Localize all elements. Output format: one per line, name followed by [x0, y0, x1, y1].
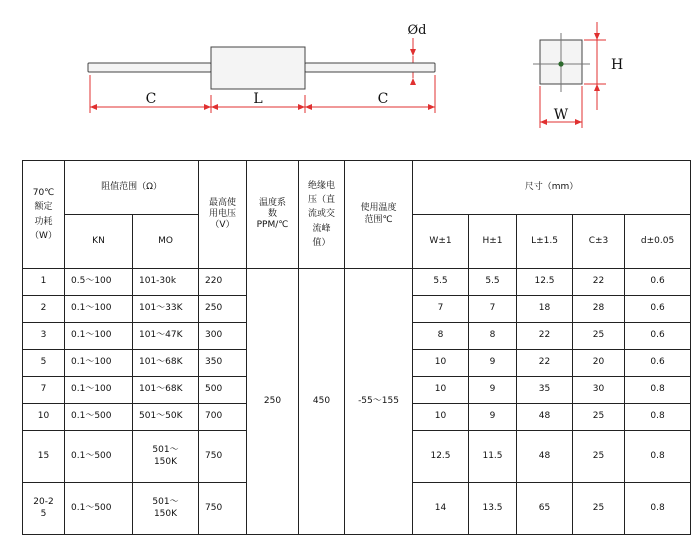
header-temp-coef: 温度系 数 PPM/℃	[247, 161, 299, 269]
cell-voltage: 350	[199, 350, 247, 377]
cell-l: 22	[517, 323, 573, 350]
cell-h: 13.5	[469, 483, 517, 535]
cell-voltage: 250	[199, 296, 247, 323]
header-w: W±1	[413, 215, 469, 269]
cell-w: 12.5	[413, 431, 469, 483]
cell-c: 25	[573, 483, 625, 535]
header-d: d±0.05	[625, 215, 691, 269]
header-resistance-range: 阻值范围（Ω）	[65, 161, 199, 215]
cell-c: 28	[573, 296, 625, 323]
right-lead-wire	[305, 63, 435, 72]
cell-h: 8	[469, 323, 517, 350]
cell-l: 65	[517, 483, 573, 535]
cell-h: 9	[469, 377, 517, 404]
header-h: H±1	[469, 215, 517, 269]
cell-w: 10	[413, 377, 469, 404]
cell-mo: 501～50K	[133, 404, 199, 431]
cell-kn: 0.5～100	[65, 269, 133, 296]
header-dimensions: 尺寸（mm）	[413, 161, 691, 215]
cell-c: 30	[573, 377, 625, 404]
header-insulation-voltage: 绝缘电 压（直 流或交 流峰 值）	[299, 161, 345, 269]
cell-kn: 0.1～100	[65, 350, 133, 377]
cell-voltage: 300	[199, 323, 247, 350]
cell-c: 25	[573, 431, 625, 483]
resistor-body	[211, 47, 305, 89]
cell-w: 7	[413, 296, 469, 323]
cell-mo: 101～47K	[133, 323, 199, 350]
cell-voltage: 750	[199, 483, 247, 535]
cell-kn: 0.1～100	[65, 377, 133, 404]
cell-power: 1	[23, 269, 65, 296]
cell-power: 3	[23, 323, 65, 350]
cell-h: 7	[469, 296, 517, 323]
cell-kn: 0.1～100	[65, 323, 133, 350]
cell-d: 0.6	[625, 269, 691, 296]
header-row-1	[23, 161, 691, 215]
cell-c: 25	[573, 323, 625, 350]
dim-label-h: H	[611, 57, 624, 73]
cell-h: 9	[469, 404, 517, 431]
cell-power: 20-2 5	[23, 483, 65, 535]
cell-power: 15	[23, 431, 65, 483]
cell-mo: 101～33K	[133, 296, 199, 323]
header-mo: MO	[133, 215, 199, 269]
cell-w: 10	[413, 350, 469, 377]
cell-l: 18	[517, 296, 573, 323]
cell-w: 10	[413, 404, 469, 431]
dim-label-l: L	[253, 91, 263, 107]
table-row	[23, 269, 691, 296]
cell-kn: 0.1～500	[65, 404, 133, 431]
cell-w: 8	[413, 323, 469, 350]
cell-mo: 501～ 150K	[133, 431, 199, 483]
cell-kn: 0.1～100	[65, 296, 133, 323]
cell-c: 25	[573, 404, 625, 431]
cell-l: 48	[517, 431, 573, 483]
cell-temp-range: -55～155	[345, 269, 413, 535]
cell-w: 5.5	[413, 269, 469, 296]
spec-table	[22, 160, 691, 535]
cell-mo: 101～68K	[133, 377, 199, 404]
resistor-drawing-svg	[0, 0, 691, 150]
cell-power: 5	[23, 350, 65, 377]
cell-l: 35	[517, 377, 573, 404]
left-lead-wire	[88, 63, 211, 72]
cell-d: 0.6	[625, 323, 691, 350]
cell-c: 20	[573, 350, 625, 377]
cell-d: 0.6	[625, 296, 691, 323]
header-l: L±1.5	[517, 215, 573, 269]
cell-voltage: 750	[199, 431, 247, 483]
dim-label-diameter: Ød	[407, 23, 427, 38]
cell-d: 0.8	[625, 431, 691, 483]
header-max-voltage: 最高使 用电压 （V）	[199, 161, 247, 269]
cell-d: 0.8	[625, 483, 691, 535]
cell-power: 7	[23, 377, 65, 404]
cell-kn: 0.1～500	[65, 483, 133, 535]
lead-end-dot	[558, 61, 563, 66]
cell-power: 10	[23, 404, 65, 431]
cell-l: 48	[517, 404, 573, 431]
cell-d: 0.6	[625, 350, 691, 377]
cell-h: 9	[469, 350, 517, 377]
dimension-drawing	[0, 0, 691, 150]
cell-kn: 0.1～500	[65, 431, 133, 483]
dim-label-c-right: C	[377, 91, 389, 107]
cell-h: 11.5	[469, 431, 517, 483]
cell-power: 2	[23, 296, 65, 323]
cell-mo: 501～ 150K	[133, 483, 199, 535]
header-power: 70℃ 额定 功耗 （W）	[23, 161, 65, 269]
cell-d: 0.8	[625, 404, 691, 431]
cell-l: 22	[517, 350, 573, 377]
cell-l: 12.5	[517, 269, 573, 296]
cell-mo: 101-30k	[133, 269, 199, 296]
cell-voltage: 500	[199, 377, 247, 404]
cell-h: 5.5	[469, 269, 517, 296]
cell-voltage: 700	[199, 404, 247, 431]
cell-c: 22	[573, 269, 625, 296]
header-temp-range: 使用温度 范围℃	[345, 161, 413, 269]
header-kn: KN	[65, 215, 133, 269]
cell-insulation-voltage: 450	[299, 269, 345, 535]
cell-mo: 101～68K	[133, 350, 199, 377]
dim-label-w: W	[553, 107, 569, 123]
cell-temp-coef: 250	[247, 269, 299, 535]
header-c: C±3	[573, 215, 625, 269]
dim-label-c-left: C	[145, 91, 157, 107]
cell-voltage: 220	[199, 269, 247, 296]
cell-d: 0.8	[625, 377, 691, 404]
cell-w: 14	[413, 483, 469, 535]
